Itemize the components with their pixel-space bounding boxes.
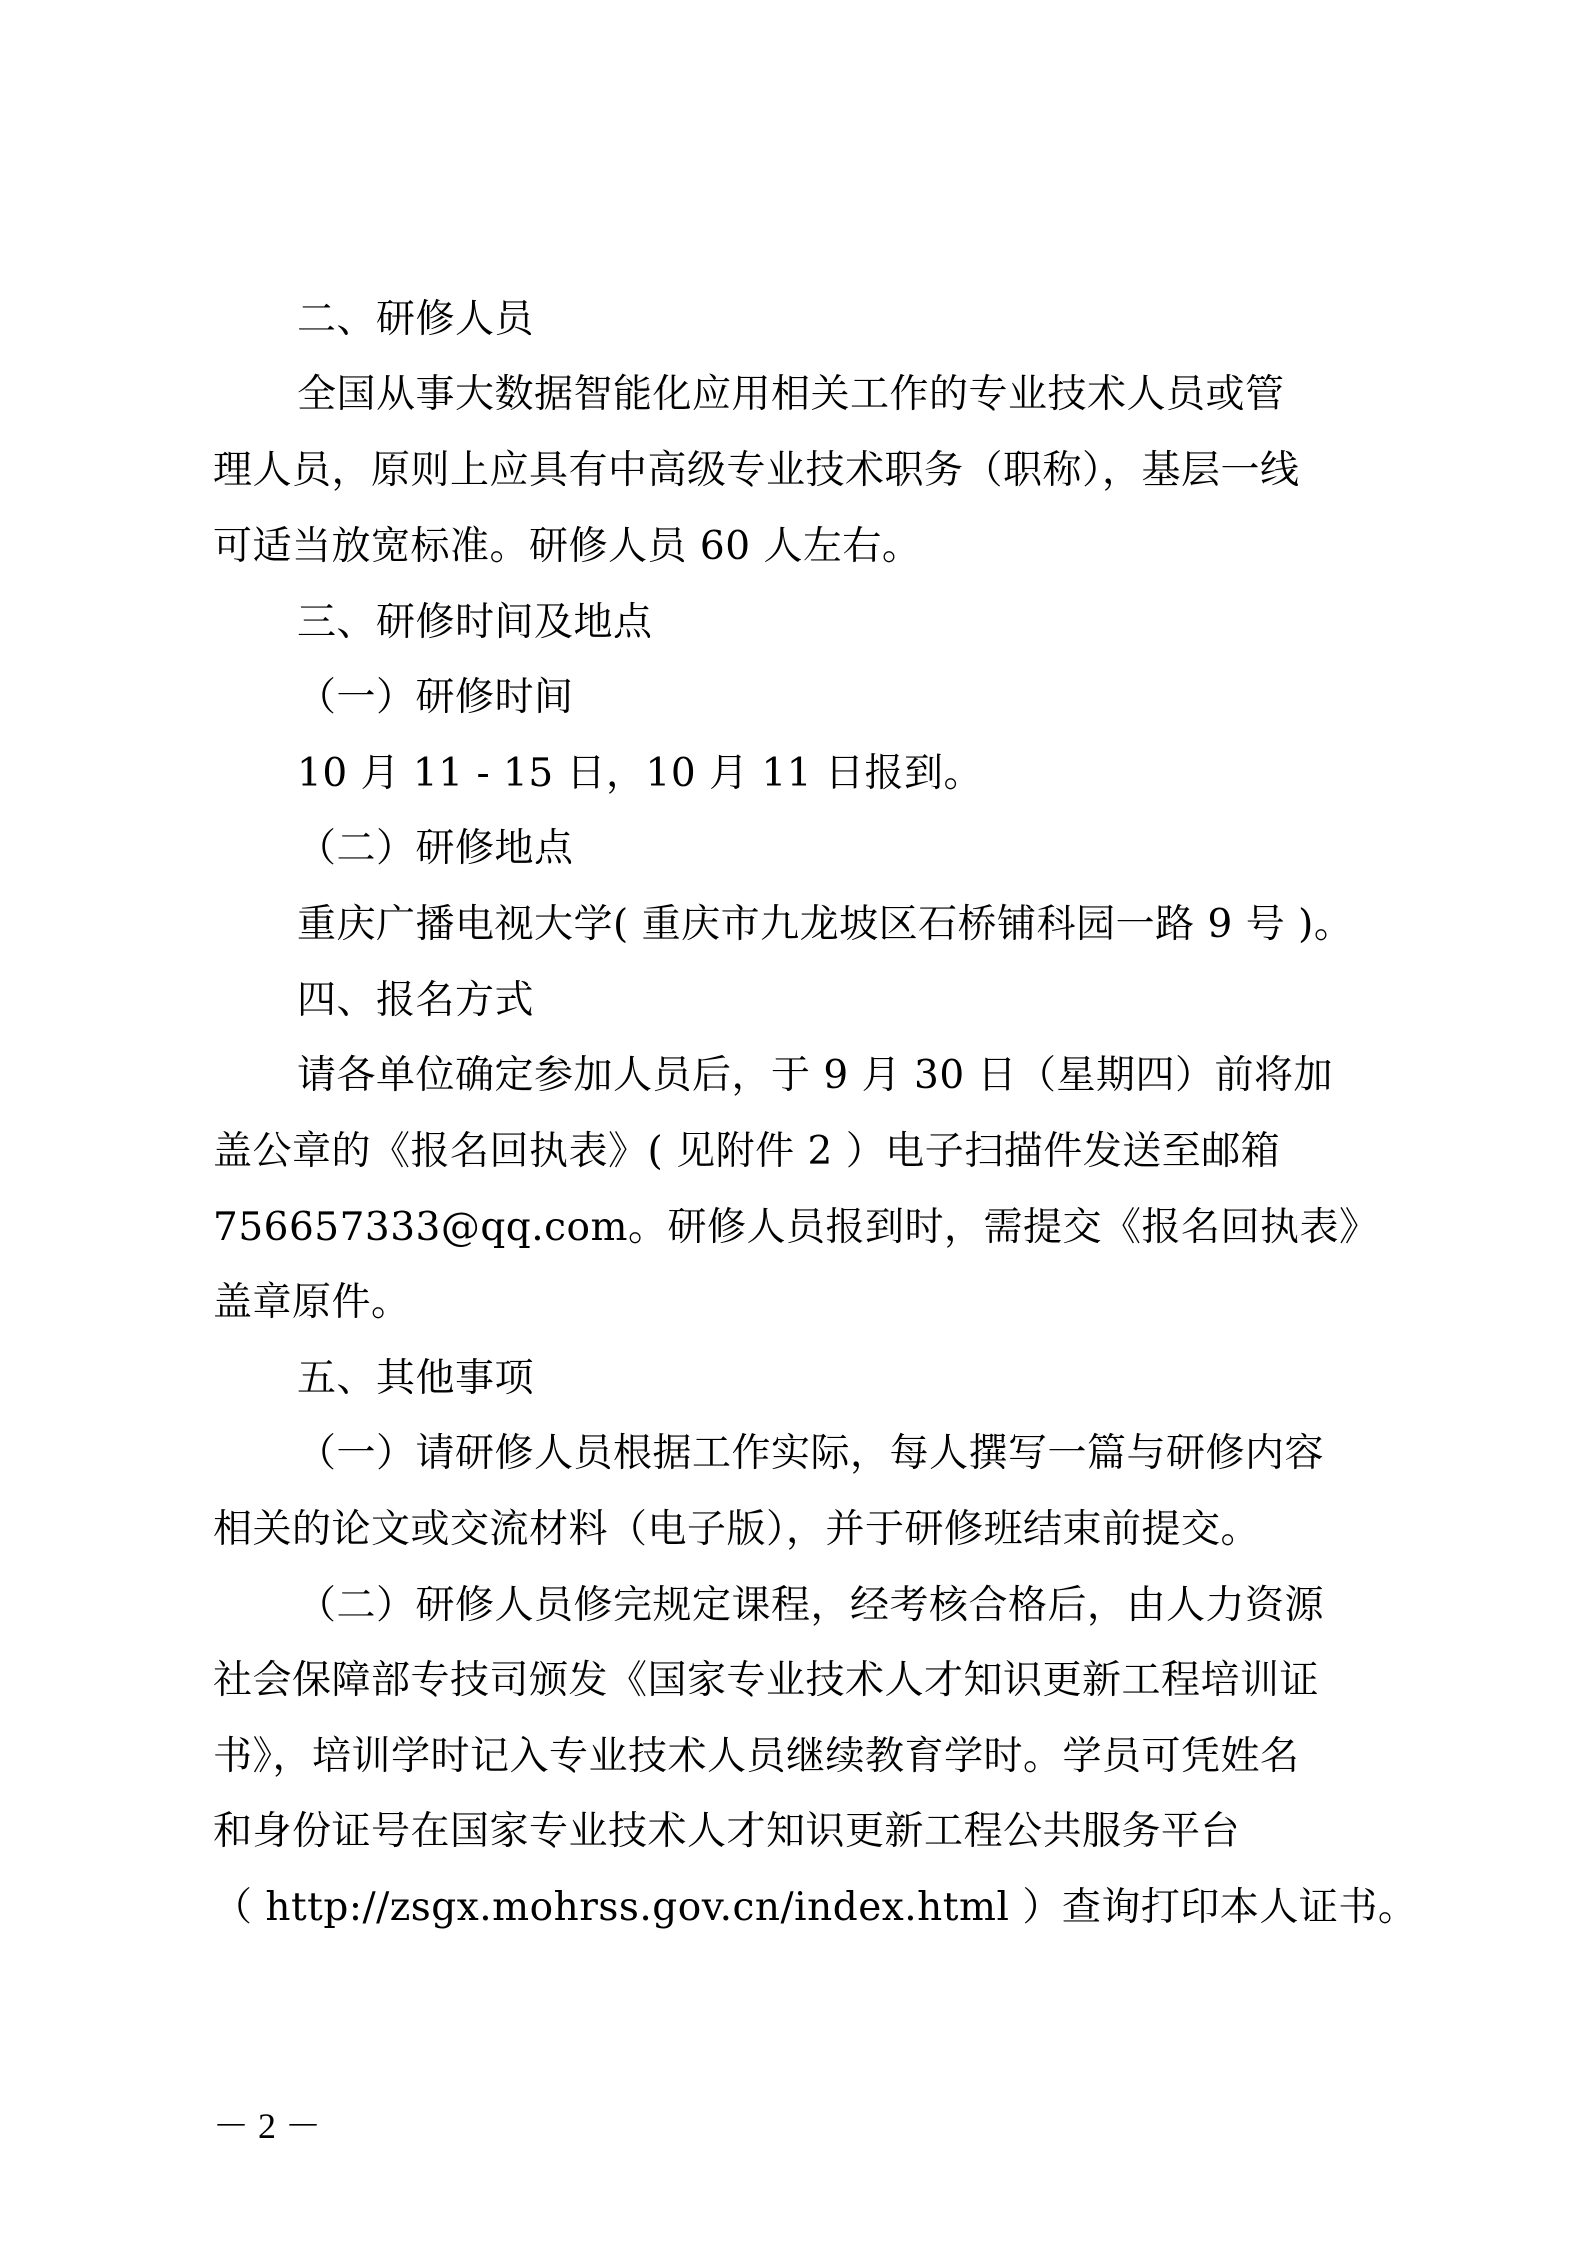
paragraph-line: （一）请研修人员根据工作实际，每人撰写一篇与研修内容 [297, 1431, 1325, 1476]
paragraph-line: （二）研修人员修完规定课程，经考核合格后，由人力资源 [297, 1583, 1325, 1628]
paragraph-line: 社会保障部专技司颁发《国家专业技术人才知识更新工程培训证 [213, 1658, 1320, 1703]
paragraph-line: 盖公章的《报名回执表》( 见附件 2 ）电子扫描件发送至邮箱 [213, 1129, 1281, 1174]
paragraph-line: 重庆广播电视大学( 重庆市九龙坡区石桥铺科园一路 9 号 )。 [297, 902, 1354, 947]
section-heading-participants: 二、研修人员 [297, 297, 535, 342]
subsection-heading-place: （二）研修地点 [297, 826, 574, 871]
paragraph-line: 可适当放宽标准。研修人员 60 人左右。 [213, 524, 922, 569]
paragraph-line: 756657333@qq.com。研修人员报到时，需提交《报名回执表》 [213, 1205, 1379, 1250]
paragraph-line: 10 月 11 - 15 日，10 月 11 日报到。 [297, 751, 983, 796]
paragraph-line: 盖章原件。 [213, 1280, 411, 1325]
paragraph-line: （ http://zsgx.mohrss.gov.cn/index.html ）查询打印本人证书。 [213, 1885, 1418, 1930]
section-heading-time-place: 三、研修时间及地点 [297, 600, 653, 645]
paragraph-line: 和身份证号在国家专业技术人才知识更新工程公共服务平台 [213, 1809, 1241, 1854]
paragraph-line: 理人员，原则上应具有中高级专业技术职务（职称），基层一线 [213, 448, 1300, 493]
section-heading-registration: 四、报名方式 [297, 978, 535, 1023]
paragraph-line: 全国从事大数据智能化应用相关工作的专业技术人员或管 [297, 372, 1285, 417]
paragraph-line: 请各单位确定参加人员后，于 9 月 30 日（星期四）前将加 [297, 1053, 1334, 1098]
paragraph-line: 相关的论文或交流材料（电子版），并于研修班结束前提交。 [213, 1507, 1261, 1552]
section-heading-other-matters: 五、其他事项 [297, 1356, 535, 1401]
subsection-heading-time: （一）研修时间 [297, 675, 574, 720]
paragraph-line: 书》，培训学时记入专业技术人员继续教育学时。学员可凭姓名 [213, 1734, 1300, 1779]
page-number: － 2 － [213, 2106, 322, 2146]
